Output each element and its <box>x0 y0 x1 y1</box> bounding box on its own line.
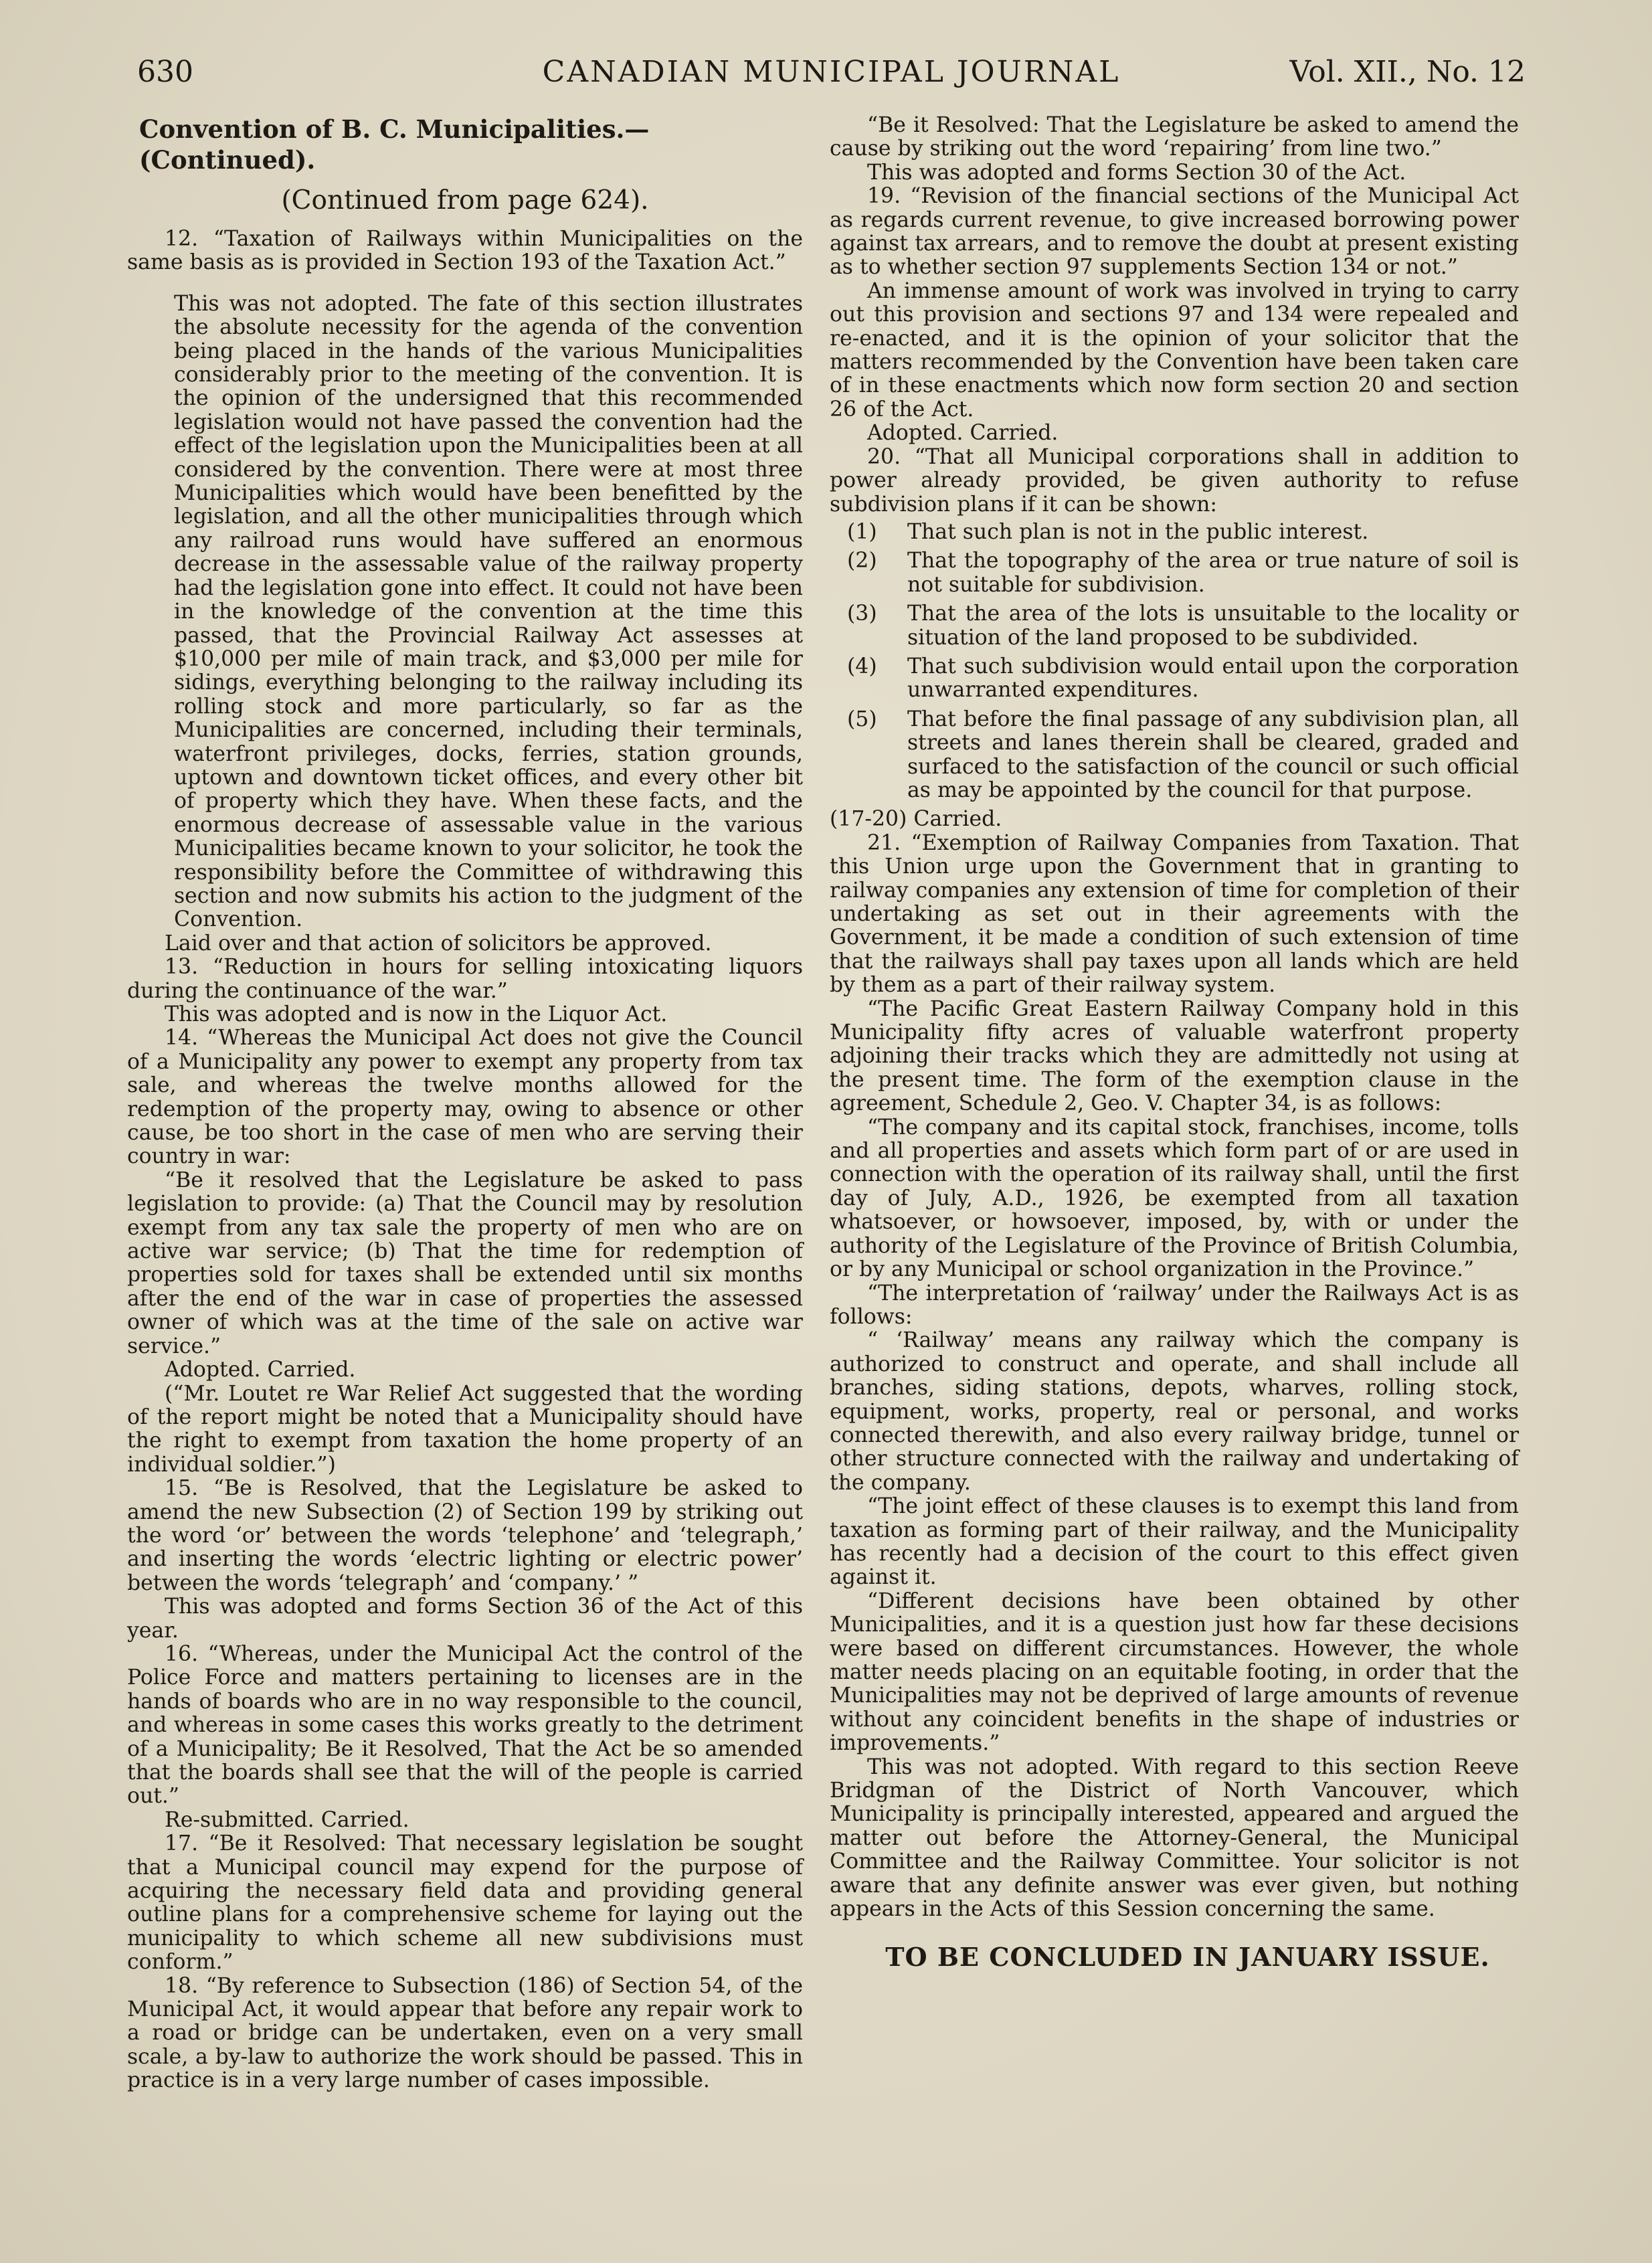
paragraph: (17-20) Carried. <box>830 807 1002 832</box>
paragraph: 15. “Be is Resolved, that the Legislature be asked to amend the new Subsection (2) of Section 199 by striking out the word ‘or’ between the words ‘telephone’ and ‘telegraph,’ and inserting the words ‘electric lighting or electric power’ between the words ‘telegraph’ and ‘company.’ ” <box>127 1476 803 1595</box>
right-column <box>830 113 1519 1973</box>
list-item-text: That such plan is not in the public interest. <box>907 519 1369 544</box>
paragraph: This was adopted and forms Section 36 of the Act of this year. <box>127 1595 803 1643</box>
list-item-text: That such subdivision would entail upon the corporation unwarranted expenditures. <box>907 654 1519 703</box>
paragraph: “The company and its capital stock, franchises, income, tolls and all properties and assets which form part of or are used in connection with the operation of its railway shall, until the first day of July, A.D., 1926, be exempted from all taxation whatsoever, or howsoever, imposed, by, with or under the authority of the Legislature of the Province of British Columbia, or by any Municipal or school organization in the Province.” <box>830 1115 1519 1282</box>
paragraph: 21. “Exemption of Railway Companies from Taxation. That this Union urge upon the Government that in granting to railway companies any extension of time for completion of their undertaking as set out in their agreements with the Government, it be made a condition of such extension of time that the railways shall pay taxes upon all lands which are held by them as a part of their railway system. <box>830 830 1519 998</box>
list-item-number: (2) <box>847 549 877 573</box>
list-item-text: That the area of the lots is unsuitable to the locality or situation of the land proposed to be subdivided. <box>907 602 1519 650</box>
article-title: Convention of B. C. Municipalities.—(Continued). <box>139 114 650 175</box>
paragraph: 14. “Whereas the Municipal Act does not give the Council of a Municipality any power to exempt any property from tax sale, and whereas the twelve months allowed for the redemption of the property may, owing to absence or other cause, be too short in the case of men who are serving their country in war: <box>127 1026 803 1169</box>
paragraph: Adopted. Carried. <box>867 421 1059 446</box>
list-item-number: (1) <box>847 519 877 544</box>
page-header <box>137 55 1526 102</box>
paragraph: An immense amount of work was involved in trying to carry out this provision and sections 97 and 134 were repealed and re-enacted, and it is the opinion of your solicitor that the matters recommended by the Convention have been taken care of in these enactments which now form section 20 and section 26 of the Act. <box>830 278 1519 422</box>
paragraph: This was not adopted. With regard to this section Reeve Bridgman of the District of North Vancouver, which Municipality is principally interested, appeared and argued the matter out before the Attorney-General, the Municipal Committee and the Railway Committee. Your solicitor is not aware that any definite answer was ever given, but nothing appears in the Acts of this Session concerning the same. <box>830 1754 1519 1922</box>
paragraph: “The joint effect of these clauses is to exempt this land from taxation as forming part of their railway, and the Municipality has recently had a decision of the court to this effect given against it. <box>830 1494 1519 1590</box>
list-item-text: That the topography of the area or true nature of soil is not suitable for subdivision. <box>907 549 1519 597</box>
paragraph: “ ‘Railway’ means any railway which the company is authorized to construct and operate, and shall include all branches, siding stations, depots, wharves, rolling stock, equipment, works, property, real or personal, and works connected therewith, and also every railway bridge, tunnel or other structure connected with the railway and undertaking of the company. <box>830 1328 1519 1495</box>
paragraph: 18. “By reference to Subsection (186) of Section 54, of the Municipal Act, it would appear that before any repair work to a road or bridge can be undertaken, even on a very small scale, a by-law to authorize the work should be passed. This in practice is in a very large number of cases impossible. <box>127 1973 803 2093</box>
journal-title: CANADIAN MUNICIPAL JOURNAL <box>542 55 1121 89</box>
list-item <box>847 521 1519 544</box>
paragraph: Laid over and that action of solicitors be approved. <box>165 931 712 956</box>
paragraph: This was adopted and forms Section 30 of the Act. <box>867 160 1406 185</box>
paragraph: 20. “That all Municipal corporations shall in addition to power already provided, be given authority to refuse subdivision plans if it can be shown: <box>830 444 1519 517</box>
paragraph: This was adopted and is now in the Liquor Act. <box>165 1002 668 1026</box>
paragraph: 13. “Reduction in hours for selling intoxicating liquors during the continuance of the war.” <box>127 955 803 1003</box>
paragraph: “The Pacific Great Eastern Railway Company hold in this Municipality fifty acres of valuable waterfront property adjoining their tracks which they are admittedly not using at the present time. The form of the exemption clause in the agreement, Schedule 2, Geo. V. Chapter 34, is as follows: <box>830 996 1519 1116</box>
list-item-number: (3) <box>847 602 877 626</box>
list-item-number: (4) <box>847 654 877 678</box>
paragraph: (“Mr. Loutet re War Relief Act suggested that the wording of the report might be noted that a Municipality should have the right to exempt from taxation the home property of an individual soldier.”) <box>127 1381 803 1477</box>
list-item <box>847 655 1519 703</box>
paragraph: “Be it resolved that the Legislature be asked to pass legislation to provide: (a) That the Council may by resolution exempt from any tax sale the property of men who are on active war service; (b) That the time for redemption of properties sold for taxes shall be extended until six months after the end of the war in case of properties the assessed owner of which was at the time of the sale on active war service.” <box>127 1168 803 1358</box>
paragraph: 19. “Revision of the financial sections of the Municipal Act as regards current revenue, to give increased borrowing power against tax arrears, and to remove the doubt at present existing as to whether section 97 supplements Section 134 or not.” <box>830 184 1519 280</box>
paragraph: 12. “Taxation of Railways within Municipalities on the same basis as is provided in Section 193 of the Taxation Act.” <box>127 227 803 275</box>
continued-note: (Continued from page 624). <box>281 185 649 215</box>
paragraph: “Be it Resolved: That the Legislature be asked to amend the cause by striking out the word ‘repairing’ from line two.” <box>830 113 1519 161</box>
paragraph: Adopted. Carried. <box>165 1358 356 1382</box>
paragraph: 17. “Be it Resolved: That necessary legislation be sought that a Municipal council may expend for the purpose of acquiring the necessary field data and providing general outline plans for a comprehensive scheme for laying out the municipality to which scheme all new subdivisions must conform.” <box>127 1831 803 1975</box>
paragraph: “The interpretation of ‘railway’ under the Railways Act is as follows: <box>830 1281 1519 1329</box>
left-column <box>127 114 803 2093</box>
list-item-number: (5) <box>847 707 877 731</box>
paragraph: “Different decisions have been obtained by other Municipalities, and it is a question just how far these decisions were based on different circumstances. However, the whole matter needs placing on an equitable footing, in order that the Municipalities may not be deprived of large amounts of revenue without any coincident benefits in the shape of industries or improvements.” <box>830 1589 1519 1756</box>
volume-issue: Vol. XII., No. 12 <box>1289 55 1526 89</box>
list-item <box>847 708 1519 803</box>
paragraph: Re-submitted. Carried. <box>165 1807 409 1832</box>
list-item <box>847 602 1519 650</box>
paragraph: 16. “Whereas, under the Municipal Act the control of the Police Force and matters pertaining to licenses are in the hands of boards who are in no way responsible to the council, and whereas in some cases this works greatly to the detriment of a Municipality; Be it Resolved, That the Act be so amended that the boards shall see that the will of the people is carried out.” <box>127 1641 803 1809</box>
list-item <box>847 549 1519 597</box>
continuation-notice: TO BE CONCLUDED IN JANUARY ISSUE. <box>885 1942 1490 1973</box>
list-item-text: That before the final passage of any subdivision plan, all streets and lanes therein shall be cleared, graded and surfaced to the satisfaction of the council or such official as may be appointed by the council for that purpose. <box>907 707 1519 802</box>
page-number: 630 <box>137 55 193 89</box>
paragraph: This was not adopted. The fate of this section illustrates the absolute necessity for the agenda of the convention being placed in the hands of the various Municipalities considerably prior to the meeting of the convention. It is the opinion of the undersigned that this recommended legislation would not have passed the convention had the effect of the legislation upon the Municipalities been at all considered by the convention. There were at most three Municipalities which would have been benefitted by the legislation, and all the other municipalities through which any railroad runs would have suffered an enormous decrease in the assessable value of the railway property had the legislation gone into effect. It could not have been in the knowledge of the convention at the time this passed, that the Provincial Railway Act assesses at $10,000 per mile of main track, and $3,000 per mile for sidings, everything belonging to the railway including its rolling stock and more particularly, so far as the Municipalities are concerned, including their terminals, waterfront privileges, docks, ferries, station grounds, uptown and downtown ticket offices, and every other bit of property which they have. When these facts, and the enormous decrease of assessable value in the various Municipalities became known to your solicitor, he took the responsibility before the Committee of withdrawing this section and now submits his action to the judgment of the Convention. <box>174 291 803 932</box>
